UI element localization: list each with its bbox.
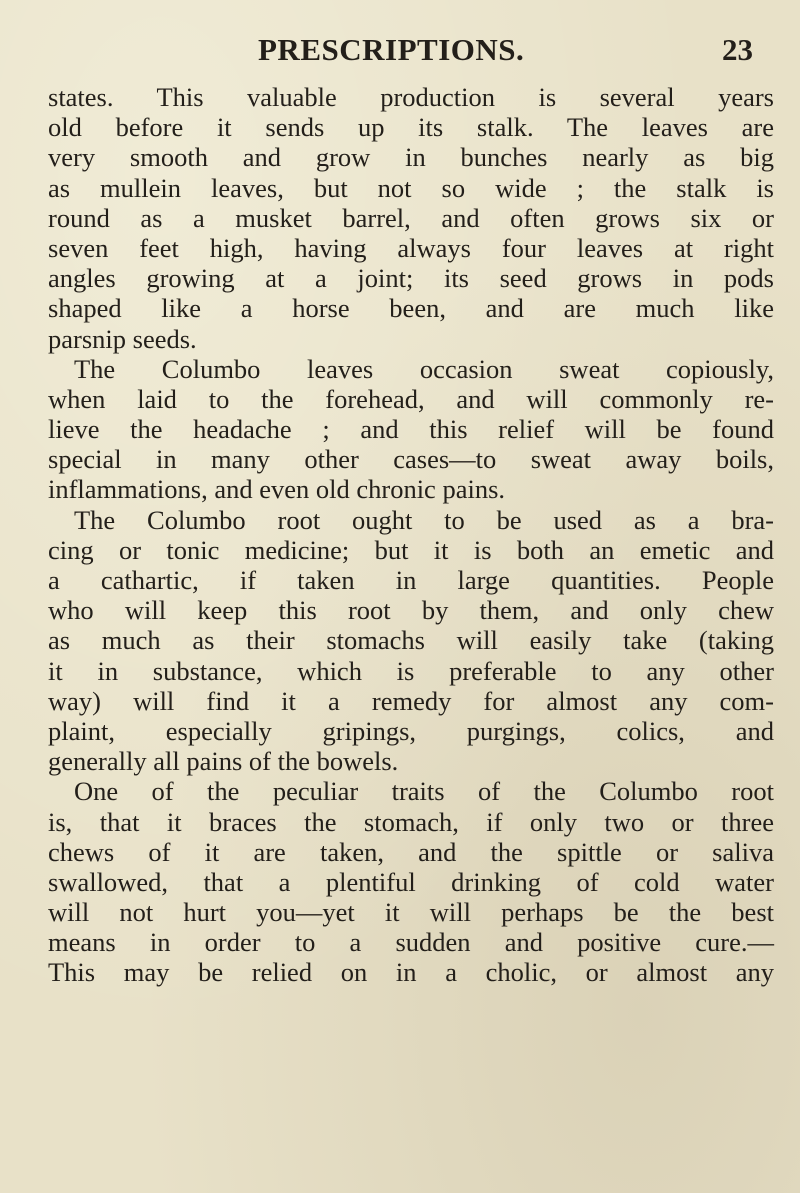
text-line: states. This valuable production is several years: [48, 82, 774, 112]
text-line: One of the peculiar traits of the Columbo root: [74, 776, 774, 807]
text-line: lieve the headache ; and this relief will be found: [48, 414, 774, 445]
text-line: inflammations, and even old chronic pains.: [48, 474, 506, 505]
text-line: generally all pains of the bowels.: [48, 746, 399, 777]
text-line: The Columbo root ought to be used as a bra-: [74, 504, 774, 535]
running-title: PRESCRIPTIONS.: [258, 32, 525, 67]
text-line: who will keep this root by them, and only chew: [48, 595, 774, 626]
text-line: plaint, especially gripings, purgings, colics, and: [48, 715, 774, 746]
text-line: way) will find it a remedy for almost any com-: [48, 685, 774, 716]
text-line: a cathartic, if taken in large quantities. People: [48, 565, 774, 595]
text-line: as much as their stomachs will easily take (taking: [48, 625, 774, 656]
text-line: round as a musket barrel, and often grows six or: [48, 202, 774, 233]
running-head: [0, 26, 800, 66]
text-line: cing or tonic medicine; but it is both an emetic and: [48, 534, 774, 565]
text-line: very smooth and grow in bunches nearly as big: [48, 142, 774, 173]
text-line: when laid to the forehead, and will commonly re-: [48, 383, 774, 414]
text-line: is, that it braces the stomach, if only two or three: [48, 806, 774, 837]
text-line: old before it sends up its stalk. The leaves are: [48, 112, 774, 143]
text-line: parsnip seeds.: [48, 323, 197, 354]
page-number: 23: [722, 32, 753, 67]
text-line: will not hurt you—yet it will perhaps be the best: [48, 897, 774, 928]
text-line: chews of it are taken, and the spittle or saliva: [48, 836, 774, 867]
text-line: angles growing at a joint; its seed grows in pods: [48, 263, 774, 294]
text-line: shaped like a horse been, and are much like: [48, 293, 774, 324]
text-line: as mullein leaves, but not so wide ; the stalk is: [48, 172, 774, 203]
text-line: swallowed, that a plentiful drinking of cold water: [48, 866, 774, 897]
text-line: it in substance, which is preferable to any other: [48, 655, 774, 686]
text-line: The Columbo leaves occasion sweat copiously,: [74, 353, 774, 384]
body-text: [48, 82, 774, 988]
text-line: special in many other cases—to sweat away boils,: [48, 444, 774, 475]
text-line: This may be relied on in a cholic, or almost any: [48, 957, 774, 988]
text-line: means in order to a sudden and positive cure.—: [48, 927, 774, 958]
text-line: seven feet high, having always four leaves at right: [48, 232, 774, 263]
